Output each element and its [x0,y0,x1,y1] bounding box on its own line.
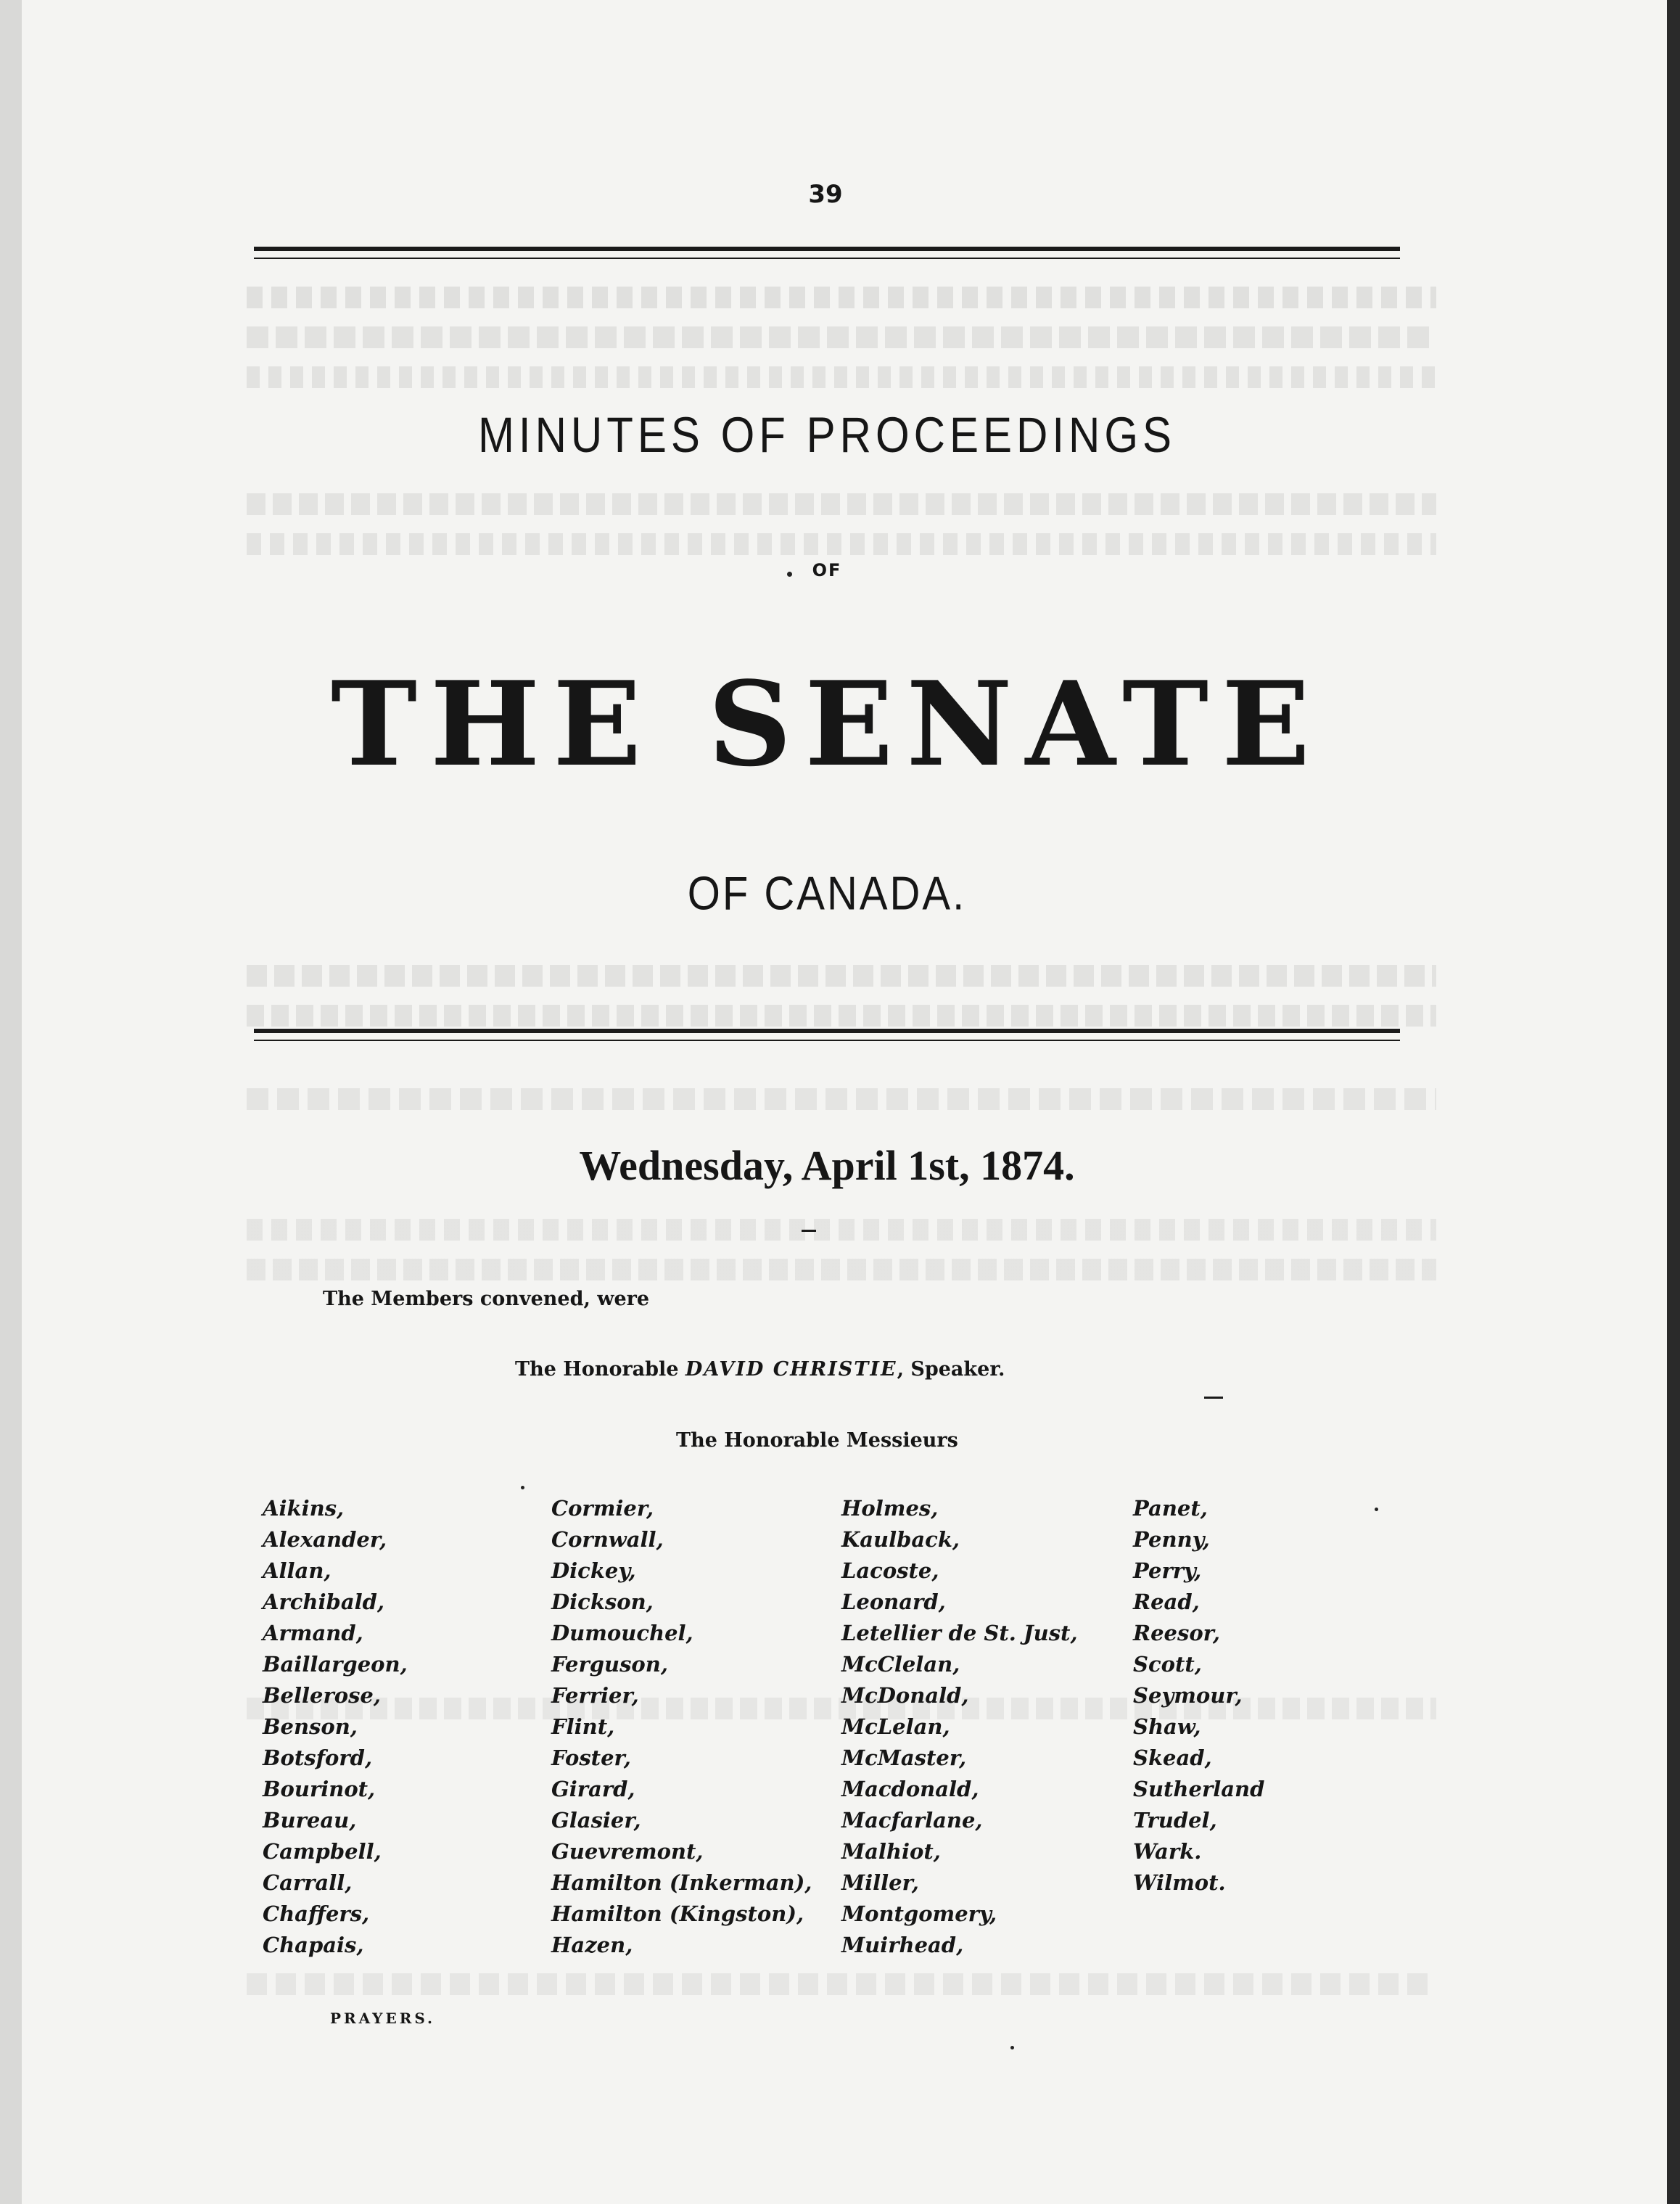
member-name: Lacoste, [841,1558,939,1583]
page-left-margin-shadow [0,0,22,2204]
top-rule-thin [254,258,1400,259]
heading-minutes-of-proceedings: MINUTES OF PROCEEDINGS [477,406,1177,464]
member-name: Hamilton (Kingston), [551,1901,804,1926]
speaker-suffix: , Speaker. [897,1358,1005,1381]
member-name: Benson, [263,1714,358,1739]
member-name: Read, [1133,1590,1200,1614]
member-name: Malhiot, [841,1839,941,1864]
separator-dash [1204,1397,1223,1399]
member-name: Glasier, [551,1808,641,1833]
heading-of-canada: OF CANADA. [687,867,967,920]
member-name: Ferrier, [551,1683,639,1708]
bleed-through-texture [247,1005,1436,1027]
top-rule-thick [254,247,1400,251]
member-name: Wilmot. [1133,1870,1226,1895]
members-column-3 [841,1493,1078,1961]
member-name: Dickey, [551,1558,636,1583]
speaker-prefix: The Honorable [515,1358,679,1381]
bottom-rule-thick [254,1029,1400,1033]
member-name: Cornwall, [551,1527,664,1552]
member-name: Wark. [1133,1839,1202,1864]
member-name: Carrall, [263,1870,353,1895]
member-name: Chaffers, [263,1901,370,1926]
member-name: Letellier de St. Just, [841,1621,1078,1645]
member-name: Bellerose, [263,1683,381,1708]
member-name: McClelan, [841,1652,960,1677]
member-name: Flint, [551,1714,615,1739]
member-name: Macfarlane, [841,1808,983,1833]
bleed-through-texture [247,1973,1436,1995]
member-name: Bureau, [263,1808,357,1833]
member-name: Cormier, [551,1496,654,1521]
member-name: Macdonald, [841,1777,979,1801]
member-name: Guevremont, [551,1839,704,1864]
member-name: Miller, [841,1870,919,1895]
bleed-through-texture [247,493,1436,515]
member-name: Aikins, [263,1496,345,1521]
member-name: Hazen, [551,1933,633,1957]
member-name: Reesor, [1133,1621,1220,1645]
bleed-through-texture [247,366,1436,388]
member-name: Chapais, [263,1933,364,1957]
member-name: Perry, [1133,1558,1202,1583]
bottom-rule-thin [254,1040,1400,1041]
member-name: Penny, [1133,1527,1210,1552]
member-name: Kaulback, [841,1527,960,1552]
bleed-through-texture [247,1088,1436,1110]
member-name: Girard, [551,1777,635,1801]
member-name: Baillargeon, [263,1652,408,1677]
print-speck [787,572,792,577]
member-name: Bourinot, [263,1777,376,1801]
heading-the-senate: THE SENATE [330,656,1324,792]
member-name: Trudel, [1133,1808,1217,1833]
bleed-through-texture [247,326,1436,348]
print-speck [1375,1508,1378,1511]
prayers-line: PRAYERS. [330,2010,436,2027]
member-name: Muirhead, [841,1933,964,1957]
member-name: McLelan, [841,1714,950,1739]
member-name: Holmes, [841,1496,939,1521]
member-name: Campbell, [263,1839,382,1864]
member-name: Panet, [1133,1496,1208,1521]
members-convened-line: The Members convened, were [323,1288,650,1310]
member-name: Hamilton (Inkerman), [551,1870,812,1895]
bleed-through-texture [247,965,1436,987]
members-column-4 [1133,1493,1264,1899]
member-name: Skead, [1133,1745,1212,1770]
member-name: Scott, [1133,1652,1202,1677]
print-speck [521,1486,524,1489]
member-name: Alexander, [263,1527,387,1552]
page-number: 39 [808,180,843,209]
member-name: Armand, [263,1621,363,1645]
member-name: Seymour, [1133,1683,1243,1708]
member-name: Dickson, [551,1590,654,1614]
member-name: Dumouchel, [551,1621,693,1645]
bleed-through-texture [247,1259,1436,1280]
member-name: Botsford, [263,1745,373,1770]
member-name: Allan, [263,1558,332,1583]
heading-of: OF [812,560,842,580]
member-name: Montgomery, [841,1901,997,1926]
member-name: McMaster, [841,1745,967,1770]
bleed-through-texture [247,287,1436,308]
bleed-through-texture [247,533,1436,555]
member-name: Archibald, [263,1590,384,1614]
speaker-line [515,1358,1005,1381]
member-name: Sutherland [1133,1777,1265,1801]
member-name: Leonard, [841,1590,946,1614]
members-column-2 [551,1493,812,1961]
session-date: Wednesday, April 1st, 1874. [579,1142,1075,1189]
member-name: Shaw, [1133,1714,1201,1739]
print-speck [1010,2046,1014,2049]
member-name: Ferguson, [551,1652,668,1677]
honorable-messieurs-heading: The Honorable Messieurs [676,1429,958,1452]
separator-dash [802,1230,816,1232]
page-right-edge-border [1667,0,1680,2204]
members-column-1 [263,1493,408,1961]
bleed-through-texture [247,1219,1436,1241]
member-name: McDonald, [841,1683,969,1708]
speaker-name: DAVID CHRISTIE [685,1358,897,1381]
member-name: Foster, [551,1745,631,1770]
